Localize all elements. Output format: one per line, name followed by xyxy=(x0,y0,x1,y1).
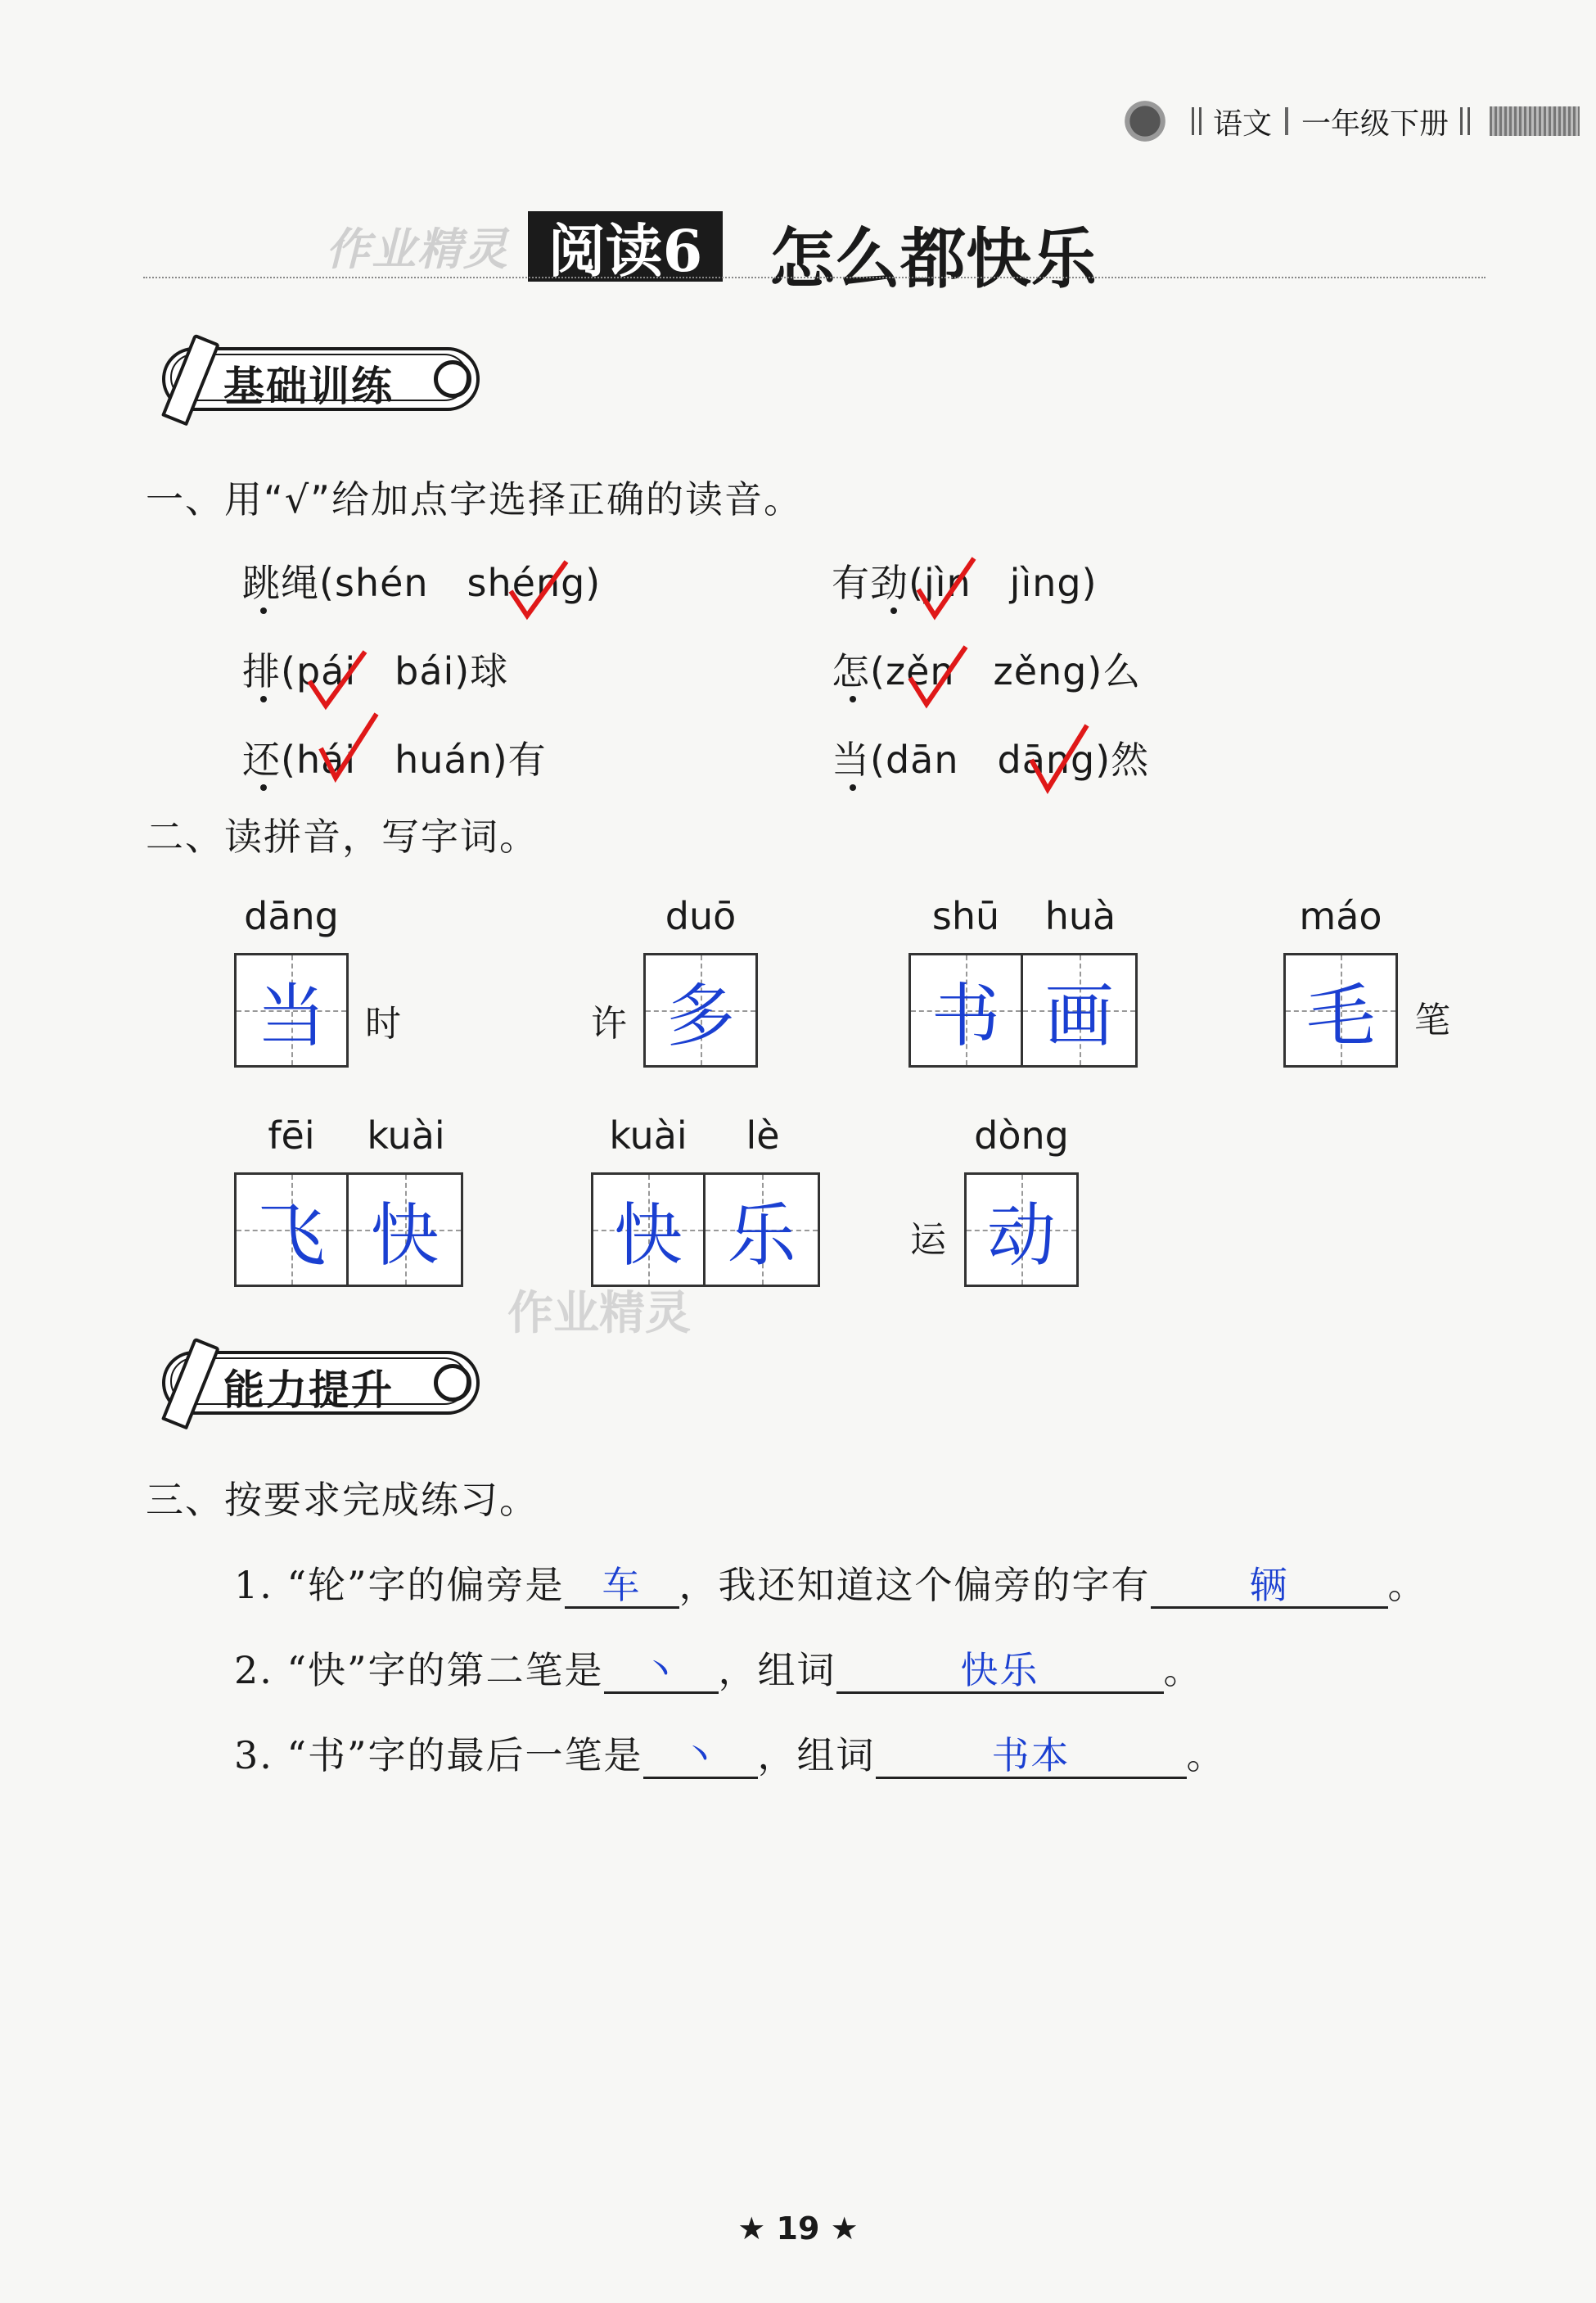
pinyin-label: lè xyxy=(746,1113,780,1158)
check-mark-icon xyxy=(913,553,979,622)
q1-item-4: 怎(zěn zěng)么 xyxy=(832,649,1142,693)
emphasis-dot xyxy=(260,696,267,702)
q3-text: ，组词 xyxy=(757,1733,876,1777)
pinyin-label: dāng xyxy=(244,894,339,938)
header-grade: 一年级下册 xyxy=(1301,106,1449,141)
q1-item-2: 有劲(jìn jìng) xyxy=(832,561,1098,605)
word-suffix: 笔 xyxy=(1414,1000,1450,1041)
emphasis-dot xyxy=(890,607,897,614)
divider-icon xyxy=(1285,107,1288,135)
sun-logo-icon xyxy=(1121,97,1169,145)
section-label: 能力提升 xyxy=(223,1366,394,1414)
answer-char: 画 xyxy=(1044,975,1114,1056)
q3-text: 2. “快”字的第二笔是 xyxy=(234,1648,604,1692)
header-subject: 语文 xyxy=(1213,106,1273,141)
title-tag: 阅读6 xyxy=(528,211,723,282)
word-prefix: 运 xyxy=(910,1219,946,1261)
word-suffix: 时 xyxy=(365,1003,401,1045)
answer-char: 飞 xyxy=(256,1194,326,1276)
ring-icon xyxy=(434,1364,471,1402)
grid-cell xyxy=(1023,953,1138,1068)
writing-grid xyxy=(643,953,758,1068)
answer-char: 多 xyxy=(665,975,735,1056)
page-title: 怎么都快乐 xyxy=(769,220,1097,297)
grid-cell xyxy=(1283,953,1398,1068)
grid-cell xyxy=(964,1172,1079,1287)
word-prefix: 许 xyxy=(591,1003,627,1045)
pinyin-label: fēi xyxy=(268,1113,315,1158)
check-mark-icon xyxy=(905,642,971,711)
answer-char: 当 xyxy=(256,975,326,1056)
pinyin-label: kuài xyxy=(609,1113,688,1158)
answer-char: 动 xyxy=(986,1194,1056,1276)
q3-item-2 xyxy=(234,1641,1203,1695)
emphasis-dot xyxy=(850,696,856,702)
answer-char: 书 xyxy=(931,975,1000,1056)
answer-blank: 丶 xyxy=(604,1650,719,1694)
check-mark-icon xyxy=(1026,720,1092,794)
writing-grid xyxy=(234,1172,463,1287)
q3-text: ，我还知道这个偏旁的字有 xyxy=(679,1563,1151,1607)
pinyin-label: shū xyxy=(931,894,1000,938)
divider-icon xyxy=(1192,107,1202,135)
answer-char: 毛 xyxy=(1305,975,1375,1056)
answer-blank: 丶 xyxy=(643,1735,758,1779)
grid-cell xyxy=(908,953,1023,1068)
pinyin-label: kuài xyxy=(367,1113,445,1158)
grid-cell xyxy=(591,1172,706,1287)
q3-text: 。 xyxy=(1186,1733,1226,1777)
check-mark-icon xyxy=(316,709,381,783)
q3-text: 。 xyxy=(1163,1648,1203,1692)
question-2-heading: 二、读拼音，写字词。 xyxy=(146,815,539,859)
q1-item-1: 跳绳(shén shéng) xyxy=(242,561,602,605)
pinyin-label: duō xyxy=(665,894,737,938)
header-stripe xyxy=(1490,106,1580,136)
emphasis-dot xyxy=(850,784,856,791)
grid-cell xyxy=(349,1172,463,1287)
question-3-heading: 三、按要求完成练习。 xyxy=(146,1478,539,1522)
pinyin-label: dòng xyxy=(974,1113,1069,1158)
check-mark-icon xyxy=(304,647,370,712)
q3-item-1 xyxy=(234,1556,1427,1610)
answer-blank: 书本 xyxy=(876,1735,1187,1779)
writing-grid xyxy=(1283,953,1398,1068)
q3-text: 3. “书”字的最后一笔是 xyxy=(234,1733,643,1777)
q3-text: 1. “轮”字的偏旁是 xyxy=(234,1563,565,1607)
q1-item-3: 排(pái bái)球 xyxy=(242,649,509,693)
check-mark-icon xyxy=(506,557,571,622)
q1-item-6: 当(dān dāng)然 xyxy=(832,738,1150,782)
section-badge-advanced xyxy=(146,1346,489,1418)
grid-cell xyxy=(234,953,349,1068)
answer-blank: 车 xyxy=(565,1565,679,1609)
emphasis-dot xyxy=(260,607,267,614)
question-1-heading: 一、用“√”给加点字选择正确的读音。 xyxy=(146,477,803,522)
q3-text: ，组词 xyxy=(718,1648,836,1692)
writing-grid xyxy=(591,1172,820,1287)
ring-icon xyxy=(434,360,471,398)
section-label: 基础训练 xyxy=(223,363,394,410)
writing-grid xyxy=(964,1172,1079,1287)
pinyin-label: huà xyxy=(1044,894,1116,938)
grid-cell xyxy=(706,1172,820,1287)
grid-cell xyxy=(234,1172,349,1287)
answer-char: 快 xyxy=(613,1194,683,1276)
title-divider xyxy=(143,277,1486,278)
answer-char: 快 xyxy=(370,1194,440,1276)
grid-cell xyxy=(643,953,758,1068)
q1-item-5: 还(hái huán)有 xyxy=(242,738,547,782)
q3-text: 。 xyxy=(1387,1563,1427,1607)
writing-grid xyxy=(908,953,1138,1068)
q3-item-3 xyxy=(234,1726,1226,1780)
answer-char: 乐 xyxy=(727,1194,796,1276)
section-badge-basic xyxy=(146,342,489,414)
writing-grid xyxy=(234,953,349,1068)
answer-blank: 辆 xyxy=(1151,1565,1388,1609)
divider-icon xyxy=(1460,107,1470,135)
pinyin-label: máo xyxy=(1299,894,1382,938)
watermark: 作业精灵 xyxy=(507,1287,691,1340)
watermark: 作业精灵 xyxy=(326,224,509,275)
page-header xyxy=(1121,97,1580,146)
answer-blank: 快乐 xyxy=(836,1650,1164,1694)
emphasis-dot xyxy=(260,784,267,791)
page-number: ★ 19 ★ xyxy=(737,2210,859,2247)
